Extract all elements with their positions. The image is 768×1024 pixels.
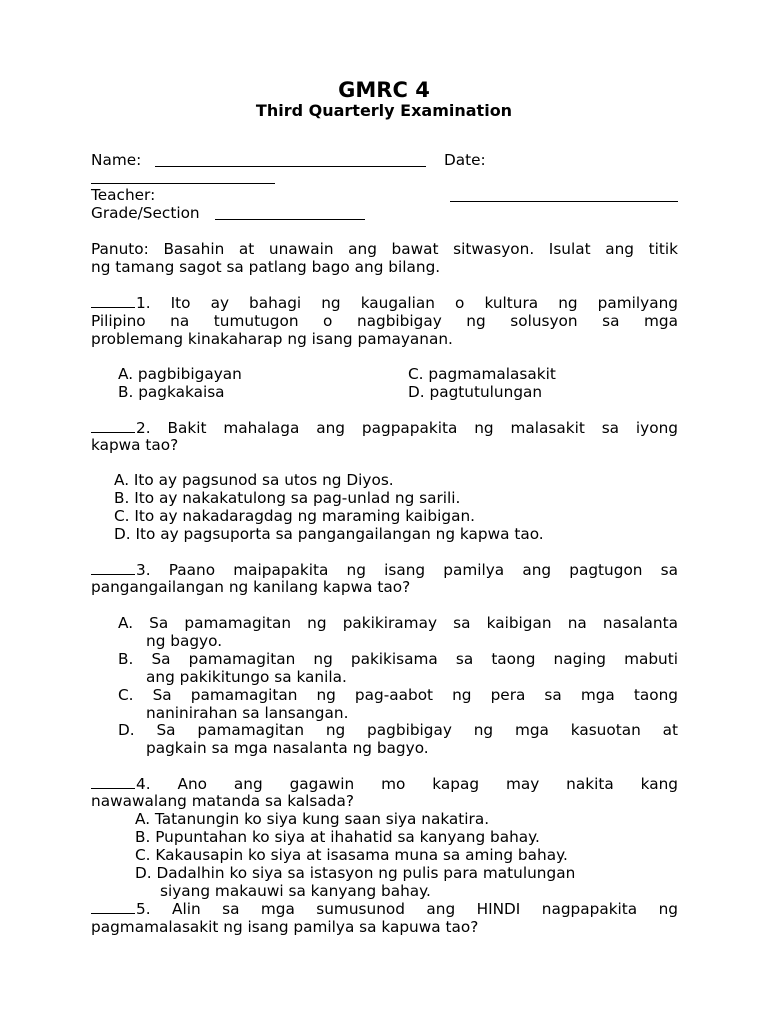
- q4-choice-c: C. Kakausapin ko siya at isasama muna sa aming bahay.: [135, 846, 568, 864]
- instructions-line-1: Panuto: Basahin at unawain ang bawat sitwasyon. Isulat ang titik: [91, 240, 678, 258]
- question-5-line-1: 5. Alin sa mga sumusunod ang HINDI nagpapakita ng: [91, 900, 678, 918]
- q1-choice-a: A. pagbibigayan: [118, 365, 242, 383]
- answer-blank-4[interactable]: [91, 776, 135, 789]
- teacher-blank[interactable]: [450, 201, 678, 202]
- q4-choice-d-cont: siyang makauwi sa kanyang bahay.: [160, 882, 431, 900]
- question-1-line-2: Pilipino na tumutugon o nagbibigay ng solusyon sa mga: [91, 312, 678, 330]
- question-4-line-2: nawawalang matanda sa kalsada?: [91, 792, 354, 810]
- q3-choice-b: B. Sa pamamagitan ng pakikisama sa taong naging mabuti: [118, 650, 678, 668]
- q1-choice-d: D. pagtutulungan: [408, 383, 543, 401]
- question-4-line-1: 4. Ano ang gagawin mo kapag may nakita kang: [91, 775, 678, 793]
- q3-choice-a: A. Sa pamamagitan ng pakikiramay sa kaibigan na nasalanta: [118, 614, 678, 632]
- answer-blank-2[interactable]: [91, 420, 135, 433]
- instructions-line-2: ng tamang sagot sa patlang bago ang bilang.: [91, 258, 441, 276]
- q4-choice-d: D. Dadalhin ko siya sa istasyon ng pulis para matulungan: [135, 864, 576, 882]
- q2-choice-c: C. Ito ay nakadaragdag ng maraming kaibigan.: [114, 507, 476, 525]
- question-3-line-2: pangangailangan ng kanilang kapwa tao?: [91, 578, 411, 596]
- q3-choice-d-cont: pagkain sa mga nasalanta ng bagyo.: [146, 739, 429, 757]
- q3-choice-b-cont: ang pakikitungo sa kanila.: [146, 668, 347, 686]
- question-2-line-1: 2. Bakit mahalaga ang pagpapakita ng malasakit sa iyong: [91, 419, 678, 437]
- q2-choice-a: A. Ito ay pagsunod sa utos ng Diyos.: [114, 471, 394, 489]
- answer-blank-5[interactable]: [91, 901, 135, 914]
- name-label: Name:: [91, 151, 142, 169]
- q4-choice-b: B. Pupuntahan ko siya at ihahatid sa kanyang bahay.: [135, 828, 540, 846]
- question-1-line-1: 1. Ito ay bahagi ng kaugalian o kultura ng pamilyang: [91, 294, 678, 312]
- question-5-line-2: pagmamalasakit ng isang pamilya sa kapuwa tao?: [91, 918, 479, 936]
- q3-choice-d: D. Sa pamamagitan ng pagbibigay ng mga kasuotan at: [118, 721, 678, 739]
- q1-choice-b: B. pagkakaisa: [118, 383, 225, 401]
- q2-choice-b: B. Ito ay nakakatulong sa pag-unlad ng sarili.: [114, 489, 461, 507]
- exam-subtitle: Third Quarterly Examination: [255, 101, 513, 120]
- grade-section-label: Grade/Section: [91, 204, 200, 222]
- q4-choice-a: A. Tatanungin ko siya kung saan siya nakatira.: [135, 810, 490, 828]
- q3-choice-c: C. Sa pamamagitan ng pag-aabot ng pera sa mga taong: [118, 686, 678, 704]
- answer-blank-3[interactable]: [91, 562, 135, 575]
- q2-choice-d: D. Ito ay pagsuporta sa pangangailangan ng kapwa tao.: [114, 525, 544, 543]
- name-blank[interactable]: [155, 166, 426, 167]
- question-3-line-1: 3. Paano maipapakita ng isang pamilya ang pagtugon sa: [91, 561, 678, 579]
- q3-choice-a-cont: ng bagyo.: [146, 632, 223, 650]
- question-2-line-2: kapwa tao?: [91, 436, 179, 454]
- question-1-line-3: problemang kinakaharap ng isang pamayanan.: [91, 330, 453, 348]
- q1-choice-c: C. pagmamalasakit: [408, 365, 556, 383]
- answer-blank-1[interactable]: [91, 295, 135, 308]
- date-blank[interactable]: [91, 183, 275, 184]
- q3-choice-c-cont: naninirahan sa lansangan.: [146, 704, 349, 722]
- teacher-label: Teacher:: [91, 186, 156, 204]
- exam-title: GMRC 4: [338, 78, 430, 102]
- grade-section-blank[interactable]: [215, 219, 365, 220]
- date-label: Date:: [444, 151, 486, 169]
